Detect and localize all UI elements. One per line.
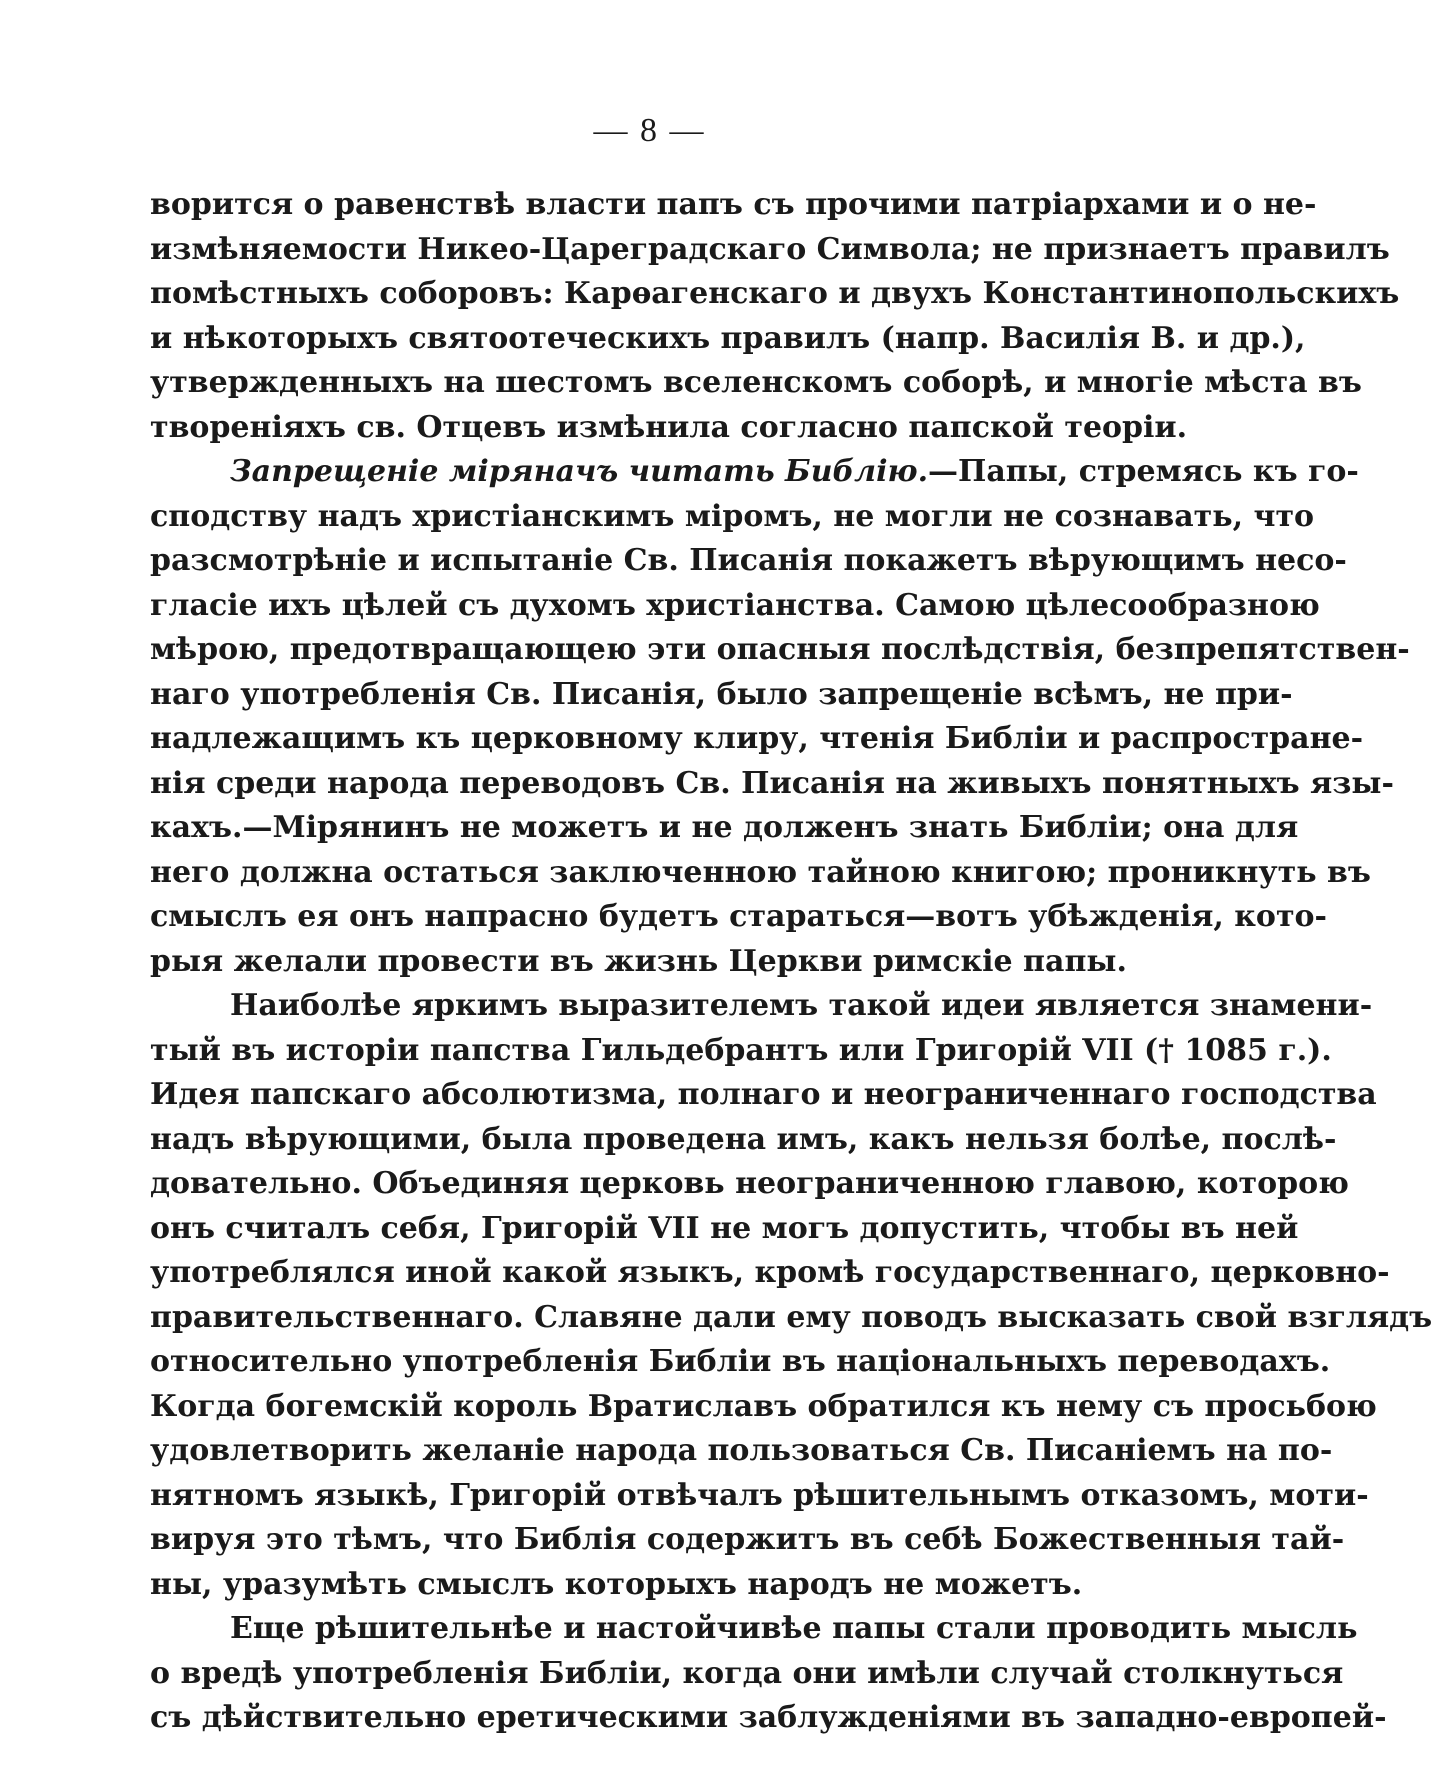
text-line: разсмотрѣніе и испытаніе Св. Писанія покажетъ вѣрующимъ несо- bbox=[150, 543, 1347, 578]
text-line: вируя это тѣмъ, что Библія содержитъ въ себѣ Божественныя тай- bbox=[150, 1522, 1345, 1557]
text-line: относительно употребленія Библіи въ національныхъ переводахъ. bbox=[150, 1344, 1331, 1379]
text-line: твореніяхъ св. Отцевъ измѣнила согласно папской теоріи. bbox=[150, 409, 1188, 445]
text-line: онъ считалъ себя, Григорій VII не могъ допустить, чтобы въ ней bbox=[150, 1210, 1299, 1246]
text-line: нятномъ языкѣ, Григорій отвѣчалъ рѣшительнымъ отказомъ, моти- bbox=[150, 1477, 1369, 1513]
text-line: гласіе ихъ цѣлей съ духомъ христіанства. Самою цѣлесообразною bbox=[150, 587, 1320, 623]
text-line: и нѣкоторыхъ святоотеческихъ правилъ (напр. Василія В. и др.), bbox=[150, 320, 1306, 356]
text-line: надлежащимъ къ церковному клиру, чтенія Библіи и распростране- bbox=[150, 721, 1364, 756]
text-line: Когда богемскій король Вратиславъ обратился къ нему съ просьбою bbox=[150, 1388, 1377, 1424]
text-line: правительственнаго. Славяне дали ему поводъ высказать свой взглядъ bbox=[150, 1299, 1432, 1335]
text-line: измѣняемости Никео-Цареградскаго Символа; не признаетъ правилъ bbox=[150, 231, 1390, 267]
text-line: сподству надъ христіанскимъ міромъ, не могли не сознавать, что bbox=[150, 498, 1315, 534]
text-line: довательно. Объединяя церковь неограниченною главою, которою bbox=[150, 1166, 1349, 1201]
text-line: него должна остаться заключенною тайною книгою; проникнуть въ bbox=[150, 854, 1371, 890]
text-line: тый въ исторіи папства Гильдебрантъ или Григорій VII († 1085 г.). bbox=[150, 1032, 1332, 1068]
text-line: смыслъ ея онъ напрасно будетъ стараться—вотъ убѣжденія, кото- bbox=[150, 899, 1327, 934]
text-line: мѣрою, предотвращающею эти опасныя послѣдствія, безпрепятствен- bbox=[150, 632, 1410, 667]
text-line: утвержденныхъ на шестомъ вселенскомъ соборѣ, и многіе мѣста въ bbox=[150, 365, 1362, 400]
text-line: употреблялся иной какой языкъ, кромѣ государственнаго, церковно- bbox=[150, 1255, 1390, 1290]
text-line: Наиболѣе яркимъ выразителемъ такой идеи является знамени- bbox=[230, 988, 1373, 1023]
section-heading: Запрещеніе міряначъ читать Библію. bbox=[230, 454, 929, 489]
body-text bbox=[150, 183, 1432, 1741]
text-line: наго употребленія Св. Писанія, было запрещеніе всѣмъ, не при- bbox=[150, 676, 1293, 712]
page-number: — 8 — bbox=[593, 112, 706, 149]
text-line: Еще рѣшительнѣе и настойчивѣе папы стали проводить мысль bbox=[230, 1611, 1358, 1646]
text-line: нія среди народа переводовъ Св. Писанія на живыхъ понятныхъ язы- bbox=[150, 765, 1394, 801]
text-line: помѣстныхъ соборовъ: Карѳагенскаго и двухъ Константинопольскихъ bbox=[150, 276, 1400, 311]
text-line: съ дѣйствительно еретическими заблужденіями въ западно-европей- bbox=[150, 1700, 1387, 1735]
text-line: ны, уразумѣть смыслъ которыхъ народъ не можетъ. bbox=[150, 1566, 1083, 1602]
text-line: удовлетворить желаніе народа пользоваться Св. Писаніемъ на по- bbox=[150, 1433, 1333, 1468]
text-line bbox=[150, 450, 1359, 495]
text-line: Идея папскаго абсолютизма, полнаго и неограниченнаго господства bbox=[150, 1077, 1377, 1112]
text-line: о вредѣ употребленія Библіи, когда они имѣли случай столкнуться bbox=[150, 1655, 1344, 1691]
text-line: кахъ.—Мірянинъ не можетъ и не долженъ знать Библіи; она для bbox=[150, 810, 1299, 845]
text-line: надъ вѣрующими, была проведена имъ, какъ нельзя болѣе, послѣ- bbox=[150, 1121, 1337, 1157]
text-line-rest: —Папы, стремясь къ го- bbox=[928, 454, 1359, 489]
text-line: ворится о равенствѣ власти папъ съ прочими патріархами и о не- bbox=[150, 187, 1317, 222]
text-line: рыя желали провести въ жизнь Церкви римскіе папы. bbox=[150, 943, 1127, 979]
